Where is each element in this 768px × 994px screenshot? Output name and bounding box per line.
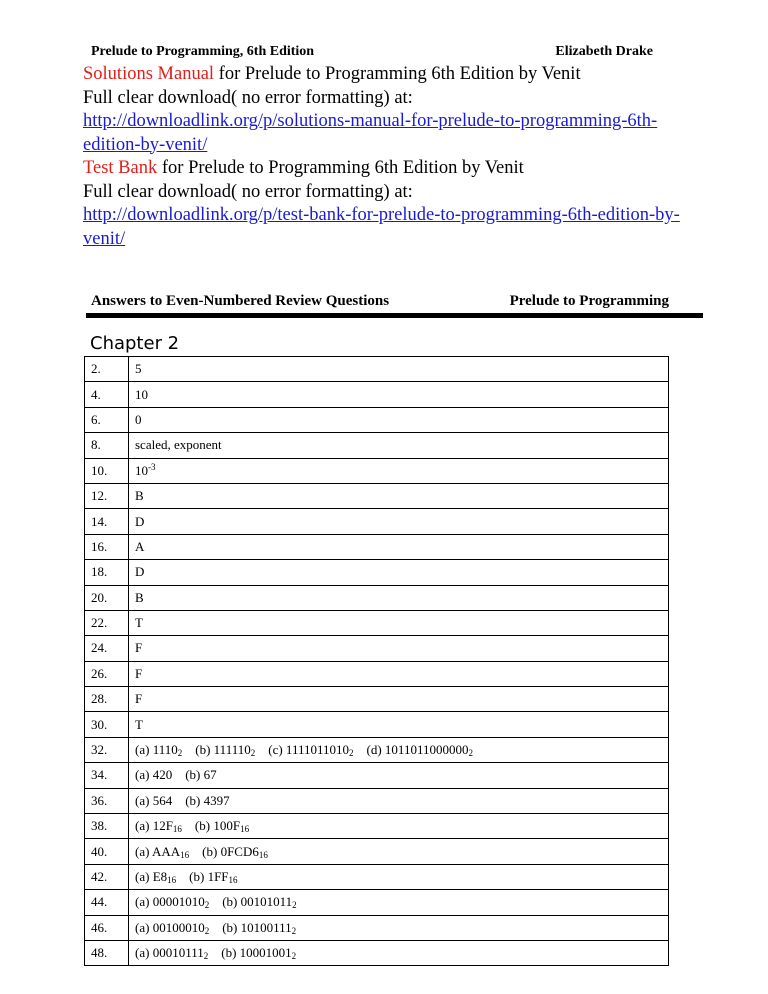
- part-value-b: 1FF: [207, 869, 229, 884]
- part-label-c: (c): [268, 742, 286, 758]
- answer-cell: [129, 534, 669, 559]
- solutions-link-line-1[interactable]: http://downloadlink.org/p/solutions-manual-for-prelude-to-programming-6th-: [83, 111, 658, 131]
- part-label-a: (a): [135, 869, 153, 884]
- table-row: [85, 661, 669, 686]
- answer-cell: [129, 814, 669, 839]
- table-row: [85, 483, 669, 508]
- table-row: [85, 940, 669, 965]
- part-base-a: 2: [204, 900, 210, 911]
- table-row: [85, 763, 669, 788]
- question-number: 22.: [85, 610, 129, 635]
- table-row: [85, 560, 669, 585]
- part-value-d: 1011011000000: [384, 742, 469, 758]
- chapter-heading: Chapter 2: [90, 333, 180, 354]
- author-name: Elizabeth Drake: [555, 44, 653, 59]
- table-row: [85, 915, 669, 940]
- answer-text: 0: [135, 411, 142, 427]
- section-header: [91, 293, 669, 311]
- part-value-a: AAA: [151, 843, 181, 859]
- answer-cell: [129, 712, 669, 737]
- testbank-link[interactable]: [83, 204, 693, 251]
- part-value-a: E8: [152, 869, 168, 884]
- part-gap: [189, 844, 202, 859]
- table-row: [85, 636, 669, 661]
- part-base-b: 16: [240, 824, 250, 835]
- part-gap: [172, 767, 185, 782]
- testbank-link-line-2[interactable]: venit/: [83, 228, 126, 249]
- part-label-a: (a): [135, 945, 153, 961]
- table-row: [85, 737, 669, 762]
- question-number: 16.: [85, 534, 129, 559]
- answer-text: B: [135, 488, 144, 504]
- part-gap: [209, 894, 222, 909]
- answer-text: F: [135, 640, 143, 656]
- download-text-1: Full clear download( no error formatting) at:: [83, 87, 413, 108]
- answer-text: scaled, exponent: [135, 437, 222, 453]
- question-number: 28.: [85, 687, 129, 712]
- solutions-line: [83, 63, 693, 87]
- part-label-b: (b): [202, 843, 221, 859]
- answer-text: F: [135, 691, 143, 707]
- part-value-b: 67: [203, 767, 217, 783]
- question-number: 8.: [85, 433, 129, 458]
- part-value-a: 12F: [152, 818, 173, 834]
- part-value-b: 4397: [203, 792, 230, 808]
- solutions-manual-label: Solutions Manual: [83, 64, 215, 84]
- table-row: [85, 382, 669, 407]
- question-number: 2.: [85, 357, 129, 382]
- solutions-text: for Prelude to Programming 6th Edition by Venit: [214, 64, 581, 84]
- part-base-b: 16: [258, 849, 268, 860]
- question-number: 10.: [85, 458, 129, 483]
- table-row: [85, 534, 669, 559]
- part-value-b: 0FCD6: [220, 843, 259, 859]
- part-base-d: 2: [468, 748, 473, 759]
- question-number: 18.: [85, 560, 129, 585]
- answer-cell: [129, 940, 669, 965]
- answer-cell: [129, 407, 669, 432]
- part-gap: [182, 742, 195, 757]
- answer-cell: [129, 636, 669, 661]
- testbank-text: for Prelude to Programming 6th Edition by Venit: [157, 158, 524, 178]
- question-number: 46.: [85, 915, 129, 940]
- table-row: [85, 509, 669, 534]
- table-row: [85, 839, 669, 864]
- answer-cell: [129, 890, 669, 915]
- answer-cell: [129, 661, 669, 686]
- answer-cell: [129, 839, 669, 864]
- answer-cell: [129, 763, 669, 788]
- question-number: 40.: [85, 839, 129, 864]
- part-base-b: 16: [228, 875, 238, 885]
- part-value-c: 1111011010: [285, 742, 349, 758]
- table-row: [85, 585, 669, 610]
- part-base-b: 2: [250, 748, 256, 759]
- part-label-a: (a): [135, 818, 153, 834]
- table-row: [85, 433, 669, 458]
- promo-block: [83, 63, 693, 251]
- part-label-a: (a): [135, 792, 153, 808]
- answer-cell: [129, 788, 669, 813]
- question-number: 30.: [85, 712, 129, 737]
- part-gap: [255, 742, 268, 757]
- part-value-a: 00001010: [152, 894, 205, 910]
- part-base-a: 2: [204, 925, 210, 936]
- answer-text: D: [135, 513, 145, 529]
- part-label-b: (b): [189, 869, 208, 884]
- question-number: 36.: [85, 788, 129, 813]
- answer-cell: [129, 560, 669, 585]
- section-book: Prelude to Programming: [509, 293, 669, 309]
- answer-text: D: [135, 564, 145, 580]
- part-label-a: (a): [135, 894, 153, 910]
- part-label-b: (b): [222, 919, 241, 935]
- answer-cell: [129, 915, 669, 940]
- part-gap: [182, 818, 195, 833]
- question-number: 4.: [85, 382, 129, 407]
- part-value-b: 00101011: [240, 894, 293, 910]
- answer-cell: [129, 737, 669, 762]
- section-title: Answers to Even-Numbered Review Questions: [91, 293, 390, 309]
- answer-cell: [129, 433, 669, 458]
- part-base-b: 2: [291, 951, 297, 962]
- question-number: 34.: [85, 763, 129, 788]
- part-label-b: (b): [222, 894, 241, 910]
- question-number: 32.: [85, 737, 129, 762]
- part-value-a: 1110: [152, 742, 178, 758]
- answer-cell: [129, 382, 669, 407]
- part-gap: [172, 793, 185, 808]
- solutions-link-line-2[interactable]: edition-by-venit/: [83, 134, 208, 155]
- table-row: [85, 687, 669, 712]
- table-row: [85, 788, 669, 813]
- part-label-b: (b): [185, 792, 204, 808]
- part-base-a: 16: [172, 824, 182, 835]
- table-row: [85, 864, 669, 889]
- table-row: [85, 458, 669, 483]
- page-header: [91, 44, 653, 62]
- part-value-b: 10100111: [240, 919, 292, 935]
- part-gap: [209, 920, 222, 935]
- part-label-a: (a): [135, 919, 153, 935]
- answer-text: 5: [135, 361, 142, 377]
- answer-cell: [129, 357, 669, 382]
- answer-text: 10: [135, 386, 148, 402]
- testbank-line: [83, 157, 693, 181]
- question-number: 38.: [85, 814, 129, 839]
- table-row: [85, 407, 669, 432]
- answer-cell: [129, 687, 669, 712]
- part-label-a: (a): [135, 742, 153, 758]
- part-label-a: (a): [135, 843, 152, 859]
- answer-text: T: [135, 615, 143, 631]
- test-bank-label: Test Bank: [83, 158, 158, 178]
- answer-exponent: -3: [148, 462, 156, 473]
- answer-text: 10: [135, 463, 148, 479]
- answers-table: [84, 356, 669, 966]
- answer-cell: [129, 864, 669, 889]
- question-number: 24.: [85, 636, 129, 661]
- answer-cell: [129, 458, 669, 483]
- book-title: Prelude to Programming, 6th Edition: [91, 44, 315, 59]
- part-value-a: 420: [152, 767, 173, 783]
- question-number: 12.: [85, 483, 129, 508]
- table-row: [85, 610, 669, 635]
- question-number: 20.: [85, 585, 129, 610]
- download-text-2: Full clear download( no error formatting) at:: [83, 181, 413, 202]
- header-rule: [86, 313, 703, 318]
- part-base-b: 2: [291, 925, 297, 936]
- part-value-a: 00100010: [152, 919, 205, 935]
- testbank-link-line-1[interactable]: http://downloadlink.org/p/test-bank-for-prelude-to-programming-6th-edition-by-: [83, 205, 680, 225]
- part-base-a: 16: [167, 875, 177, 885]
- part-value-b: 111110: [213, 742, 251, 758]
- table-row: [85, 357, 669, 382]
- part-base-c: 2: [349, 748, 354, 759]
- solutions-link[interactable]: [83, 110, 693, 157]
- part-value-a: 00010111: [152, 945, 204, 961]
- table-row: [85, 814, 669, 839]
- question-number: 26.: [85, 661, 129, 686]
- part-value-b: 10001001: [239, 945, 292, 961]
- question-number: 6.: [85, 407, 129, 432]
- part-label-d: (d): [366, 742, 385, 758]
- part-value-a: 564: [152, 792, 173, 808]
- question-number: 44.: [85, 890, 129, 915]
- part-gap: [176, 869, 189, 884]
- part-label-b: (b): [194, 818, 214, 834]
- answer-text: A: [135, 538, 145, 554]
- part-label-b: (b): [195, 742, 214, 758]
- answer-text: B: [135, 589, 144, 605]
- part-gap: [354, 742, 367, 757]
- table-row: [85, 890, 669, 915]
- answer-cell: [129, 509, 669, 534]
- answer-cell: [129, 610, 669, 635]
- part-label-b: (b): [221, 945, 240, 961]
- part-value-b: 100F: [213, 818, 241, 834]
- answer-cell: [129, 483, 669, 508]
- part-base-a: 2: [203, 951, 209, 962]
- part-label-b: (b): [185, 767, 204, 783]
- question-number: 14.: [85, 509, 129, 534]
- part-base-b: 2: [292, 900, 297, 911]
- part-base-a: 16: [180, 849, 190, 860]
- answer-text: T: [135, 716, 143, 732]
- question-number: 42.: [85, 864, 129, 889]
- answers-table-body: [85, 357, 669, 966]
- question-number: 48.: [85, 940, 129, 965]
- answer-text: F: [135, 665, 143, 681]
- part-gap: [208, 945, 221, 960]
- part-base-a: 2: [177, 748, 183, 759]
- table-row: [85, 712, 669, 737]
- answer-cell: [129, 585, 669, 610]
- part-label-a: (a): [135, 767, 153, 783]
